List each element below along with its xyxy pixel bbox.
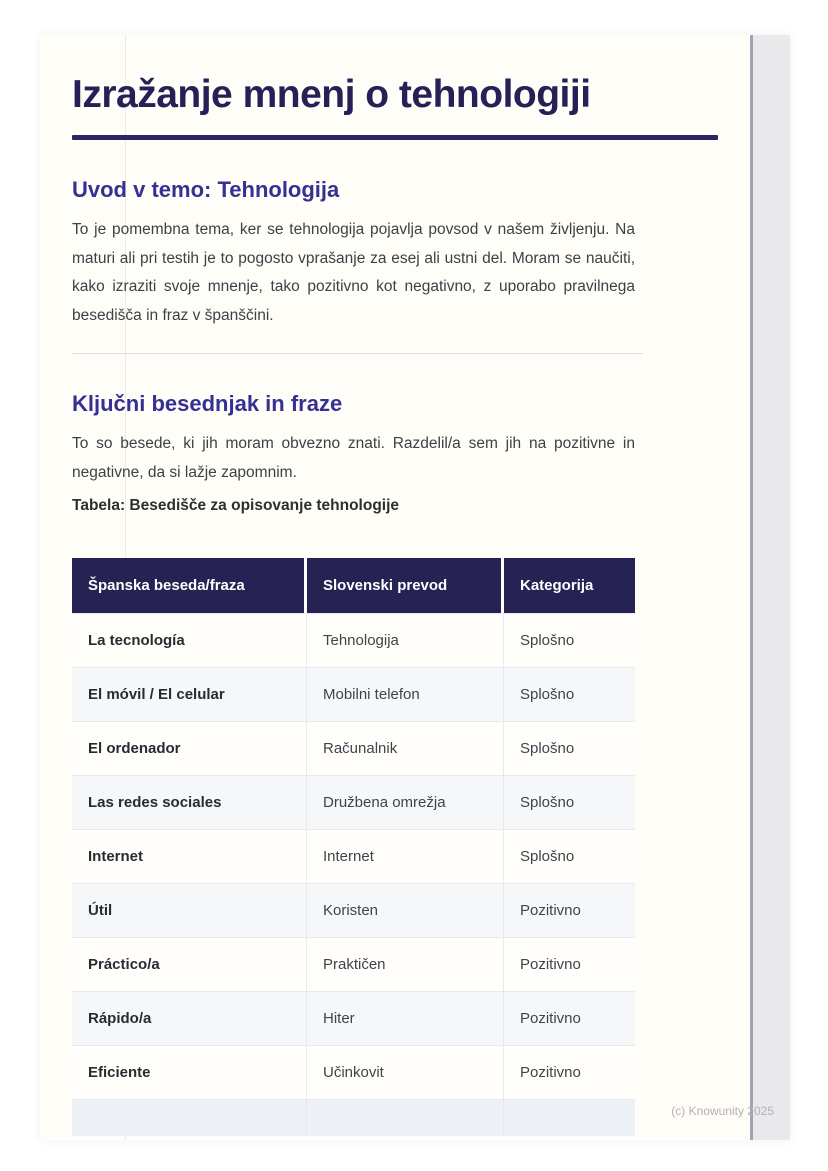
table-row <box>72 937 635 991</box>
cell-spanish: Eficiente <box>72 1045 307 1099</box>
cell-category: Splošno <box>504 721 635 775</box>
cell-slovenian: Internet <box>307 829 504 883</box>
table-row <box>72 883 635 937</box>
table-row <box>72 721 635 775</box>
table-row <box>72 613 635 667</box>
table-caption: Tabela: Besedišče za opisovanje tehnologije <box>72 497 400 514</box>
cell-spanish: El móvil / El celular <box>72 667 307 721</box>
col-header-category: Kategorija <box>504 558 635 613</box>
title-underline-rule <box>72 135 718 140</box>
table-header-row <box>72 558 635 613</box>
cell-spanish: Práctico/a <box>72 937 307 991</box>
section-heading-intro: Uvod v temo: Tehnologija <box>72 177 340 202</box>
page-title: Izražanje mnenj o tehnologiji <box>72 73 591 116</box>
col-header-spanish: Španska beseda/fraza <box>72 558 307 613</box>
document-page <box>40 35 750 1140</box>
cell-slovenian: Hiter <box>307 991 504 1045</box>
cell-category: Pozitivno <box>504 991 635 1045</box>
cell-category: Pozitivno <box>504 1045 635 1099</box>
table-row <box>72 775 635 829</box>
footer-credit: (c) Knowunity 2025 <box>671 1104 774 1118</box>
cell-spanish <box>72 1099 307 1136</box>
cell-spanish: Las redes sociales <box>72 775 307 829</box>
cell-slovenian: Družbena omrežja <box>307 775 504 829</box>
cell-category: Splošno <box>504 829 635 883</box>
cell-slovenian: Učinkovit <box>307 1045 504 1099</box>
cell-category: Splošno <box>504 775 635 829</box>
section-heading-vocab: Ključni besednjak in fraze <box>72 391 343 416</box>
cell-category <box>504 1099 635 1136</box>
table-row <box>72 667 635 721</box>
cell-slovenian: Računalnik <box>307 721 504 775</box>
table-row <box>72 1045 635 1099</box>
table-row-partial <box>72 1099 635 1136</box>
cell-slovenian: Mobilni telefon <box>307 667 504 721</box>
page-content <box>72 35 635 1136</box>
section-divider <box>72 353 643 354</box>
cell-category: Pozitivno <box>504 937 635 991</box>
page-edge-strip <box>750 35 790 1140</box>
cell-category: Splošno <box>504 613 635 667</box>
cell-slovenian: Praktičen <box>307 937 504 991</box>
intro-paragraph: To je pomembna tema, ker se tehnologija pojavlja povsod v našem življenju. Na maturi ali pri testih je to pogosto vprašanje za esej ali ustni del. Moram se naučiti, kako izraziti svoje mnenje, tako pozitivno kot negativno, z uporabo pravilnega besedišča in fraz v španščini. <box>72 221 635 324</box>
cell-slovenian <box>307 1099 504 1136</box>
cell-spanish: Útil <box>72 883 307 937</box>
vocab-table <box>72 558 635 1136</box>
col-header-slovenian: Slovenski prevod <box>307 558 504 613</box>
cell-category: Splošno <box>504 667 635 721</box>
table-row <box>72 991 635 1045</box>
cell-spanish: La tecnología <box>72 613 307 667</box>
cell-slovenian: Koristen <box>307 883 504 937</box>
cell-spanish: Rápido/a <box>72 991 307 1045</box>
vocab-paragraph: To so besede, ki jih moram obvezno znati. Razdelil/a sem jih na pozitivne in negativne, da si lažje zapomnim. <box>72 435 635 481</box>
cell-slovenian: Tehnologija <box>307 613 504 667</box>
document-sheet <box>40 35 790 1140</box>
cell-spanish: El ordenador <box>72 721 307 775</box>
table-row <box>72 829 635 883</box>
cell-category: Pozitivno <box>504 883 635 937</box>
cell-spanish: Internet <box>72 829 307 883</box>
